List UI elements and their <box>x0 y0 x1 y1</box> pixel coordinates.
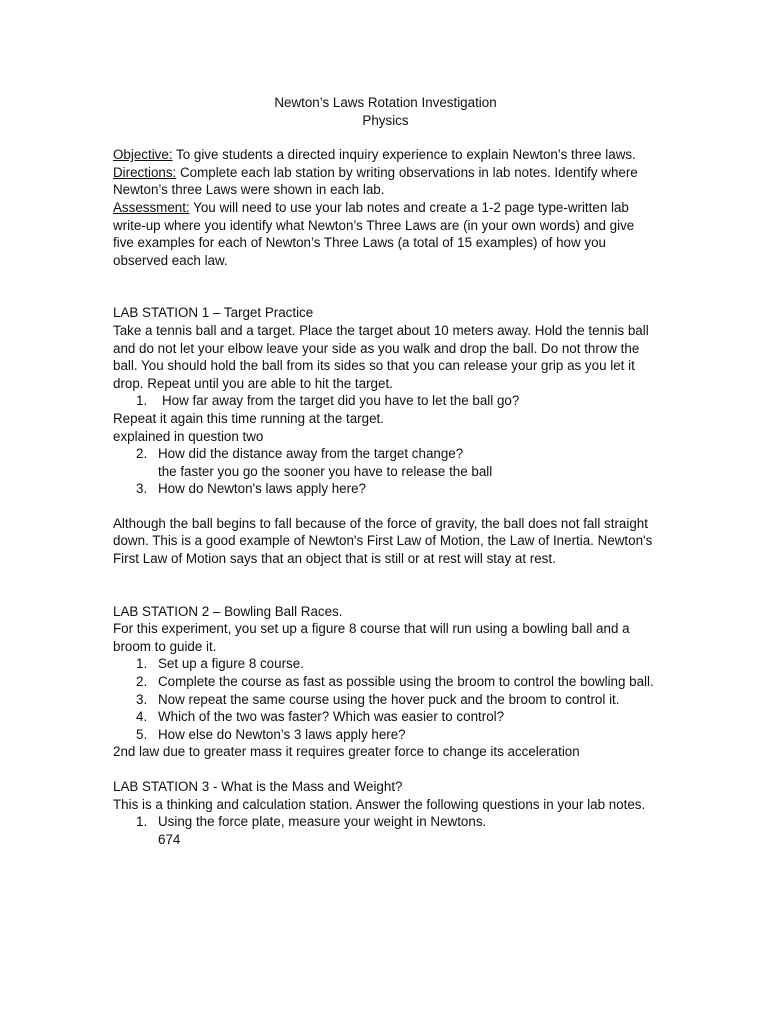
station1-explained: explained in question two <box>113 428 264 444</box>
question-text: How do Newton's laws apply here? <box>158 481 366 497</box>
list-item-text: Now repeat the same course using the hover puck and the broom to control it. <box>158 691 620 707</box>
objective-paragraph <box>113 146 658 164</box>
list-item <box>113 691 658 709</box>
station1-list-b <box>113 445 658 463</box>
question-text: How far away from the target did you have to let the ball go? <box>162 393 520 409</box>
objective-text: To give students a directed inquiry experience to explain Newton’s three laws. <box>172 147 636 163</box>
assessment-text: You will need to use your lab notes and create a 1-2 page type-written lab write-up where you identify what Newton’s Three Laws are (in your own words) and give five examples for each of Newton’s Three Laws (a total of 15 examples) of how you observed each law. <box>113 199 635 268</box>
list-number: 4. <box>136 709 148 725</box>
station1-heading: LAB STATION 1 – Target Practice <box>113 305 314 321</box>
list-number: 3. <box>136 481 148 497</box>
list-item-text: Complete the course as fast as possible using the broom to control the bowling ball. <box>158 674 654 690</box>
document-title: Newton’s Laws Rotation Investigation <box>274 95 497 110</box>
station1-list-a <box>113 392 658 410</box>
document-body <box>113 94 658 848</box>
list-number: 2. <box>136 446 148 462</box>
list-number: 5. <box>136 726 148 742</box>
station2-answer: 2nd law due to greater mass it requires greater force to change its acceleration <box>113 744 580 760</box>
list-item <box>113 480 658 498</box>
list-item <box>113 392 658 410</box>
list-item-text: How else do Newton’s 3 laws apply here? <box>158 726 406 742</box>
station3-q1-answer: 674 <box>158 831 181 847</box>
station3-list <box>113 813 658 831</box>
document-subtitle: Physics <box>362 112 409 128</box>
directions-paragraph <box>113 164 658 199</box>
list-item <box>113 813 658 831</box>
list-number: 1. <box>136 814 148 830</box>
directions-text: Complete each lab station by writing observations in lab notes. Identify where Newton’s three Laws were shown in each lab. <box>113 164 638 198</box>
assessment-label: Assessment: <box>113 199 190 215</box>
objective-label: Objective: <box>113 147 173 163</box>
station1-list-c <box>113 480 658 498</box>
list-item-text: Set up a figure 8 course. <box>158 656 304 672</box>
question-text: How did the distance away from the target change? <box>158 446 464 462</box>
list-number: 2. <box>136 674 148 690</box>
station1-answer: Although the ball begins to fall because of the force of gravity, the ball does not fall straight down. This is a good example of Newton's First Law of Motion, the Law of Inertia. Newton's First Law of Motion says that an object that is still or at rest will stay at rest. <box>113 515 653 567</box>
station2-intro: For this experiment, you set up a figure 8 course that will run using a bowling ball and a broom to guide it. <box>113 621 630 654</box>
list-number: 1. <box>136 656 148 672</box>
list-item <box>113 445 658 463</box>
station3-heading: LAB STATION 3 - What is the Mass and Weight? <box>113 779 403 794</box>
list-item-text: Which of the two was faster? Which was easier to control? <box>158 709 505 725</box>
list-number: 3. <box>136 691 148 707</box>
list-item <box>113 708 658 726</box>
station2-heading: LAB STATION 2 – Bowling Ball Races. <box>113 603 343 619</box>
question-text: Using the force plate, measure your weight in Newtons. <box>158 814 487 830</box>
station1-intro: Take a tennis ball and a target. Place the target about 10 meters away. Hold the tennis ball and do not let your elbow leave your side as you walk and drop the ball. Do not throw the ball. You should hold the ball from its sides so that you can release your grip as you let it drop. Repeat until you are able to hit the target. <box>113 322 649 391</box>
station1-repeat: Repeat it again this time running at the target. <box>113 410 384 426</box>
station2-list <box>113 655 658 743</box>
list-item <box>113 726 658 744</box>
station1-q2-answer: the faster you go the sooner you have to release the ball <box>158 463 493 479</box>
assessment-paragraph <box>113 199 658 269</box>
list-item <box>113 655 658 673</box>
station3-intro: This is a thinking and calculation station. Answer the following questions in your lab notes. <box>113 796 646 812</box>
list-number: 1. <box>136 393 148 409</box>
list-item <box>113 673 658 691</box>
directions-label: Directions: <box>113 164 177 180</box>
